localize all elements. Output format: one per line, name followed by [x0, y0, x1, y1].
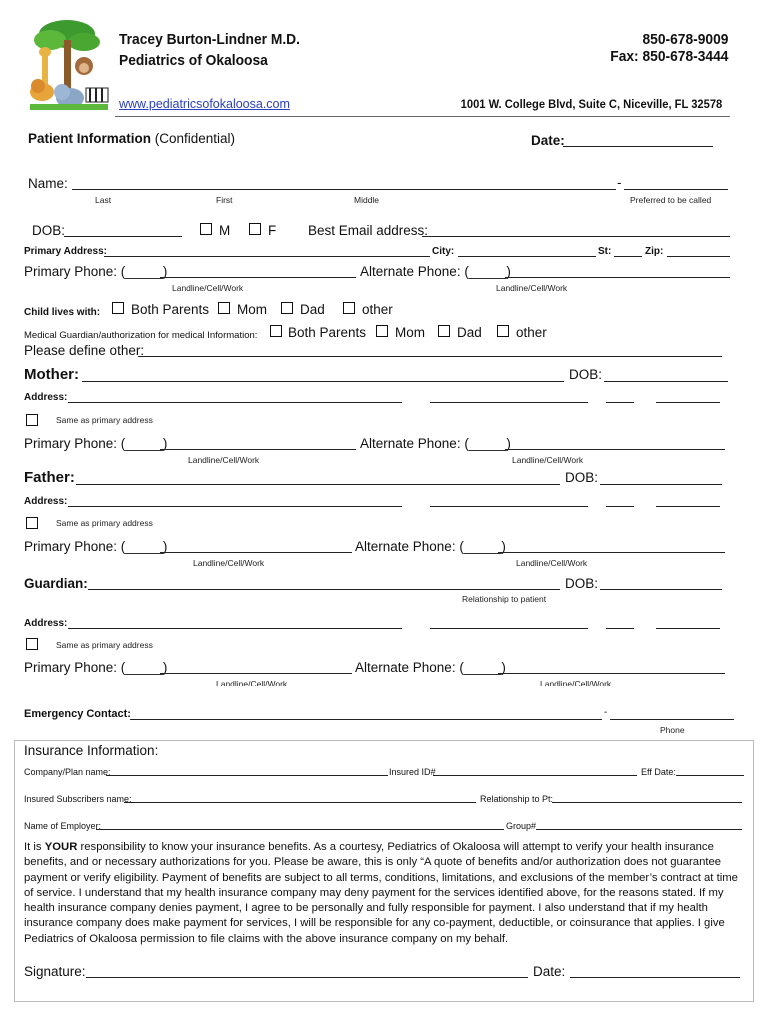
- employer-label: Name of Employer:: [24, 821, 102, 831]
- father-alt-phone-sub: Landline/Cell/Work: [516, 558, 588, 568]
- father-alt-phone-label: Alternate Phone: (_____): [355, 539, 506, 554]
- sex-f-label: F: [268, 223, 277, 238]
- emergency-name-field[interactable]: [130, 719, 602, 720]
- guardian-alt-phone-field[interactable]: [498, 673, 725, 674]
- company-field[interactable]: [106, 775, 388, 776]
- guardian-label: Guardian:: [24, 576, 88, 591]
- father-dob-label: DOB:: [565, 470, 599, 485]
- mother-alt-phone-field[interactable]: [505, 449, 725, 450]
- guardian-city-field[interactable]: [430, 628, 588, 629]
- sex-f-checkbox[interactable]: [249, 223, 261, 235]
- guardian-address-label: Address:: [24, 618, 68, 629]
- primary-city-label: City:: [432, 246, 455, 257]
- mother-label: Mother:: [24, 366, 79, 383]
- guardian-primary-phone-field[interactable]: [160, 673, 352, 674]
- auth-mom-checkbox[interactable]: [376, 325, 388, 337]
- primary-st-label: St:: [598, 246, 612, 257]
- guardian-auth-label: Medical Guardian/authorization for medical Information:: [24, 330, 258, 341]
- date-field[interactable]: [563, 146, 713, 147]
- doctor-name: Tracey Burton-Lindner M.D.: [119, 31, 300, 48]
- name-field[interactable]: [72, 189, 616, 190]
- auth-dad-checkbox[interactable]: [438, 325, 450, 337]
- lives-both-checkbox[interactable]: [112, 302, 124, 314]
- emergency-dash: -: [604, 707, 608, 718]
- patient-primary-phone-field[interactable]: [160, 277, 356, 278]
- employer-field[interactable]: [96, 829, 504, 830]
- guardian-dob-field[interactable]: [600, 589, 722, 590]
- practice-phone: 850-678-9009: [642, 31, 728, 48]
- name-dash: -: [617, 175, 622, 190]
- logo-jungle-animals: [22, 14, 112, 114]
- father-label: Father:: [24, 469, 75, 486]
- guardian-alt-phone-sub: Landline/Cell/Work: [540, 679, 612, 686]
- guardian-primary-phone-sub: Landline/Cell/Work: [216, 679, 288, 686]
- father-name-field[interactable]: [76, 484, 560, 485]
- lives-other-label: other: [362, 302, 393, 317]
- mother-dob-label: DOB:: [569, 367, 603, 382]
- guardian-relationship-sub: Relationship to patient: [462, 594, 547, 604]
- primary-address-label: Primary Address:: [24, 246, 107, 257]
- mother-address-field[interactable]: [68, 402, 402, 403]
- emergency-phone-sub: Phone: [660, 725, 685, 735]
- father-same-label: Same as primary address: [56, 518, 153, 528]
- mother-primary-phone-label: Primary Phone: (_____): [24, 436, 168, 451]
- name-sub-middle: Middle: [354, 195, 380, 205]
- signature-field[interactable]: [86, 977, 528, 978]
- insured-id-label: Insured ID#: [389, 767, 436, 777]
- primary-address-field[interactable]: [104, 256, 430, 257]
- relationship-field[interactable]: [552, 802, 742, 803]
- dob-field[interactable]: [64, 236, 182, 237]
- patient-alt-phone-label: Alternate Phone: (_____): [360, 264, 511, 279]
- insured-id-field[interactable]: [433, 775, 637, 776]
- signature-date-label: Date:: [533, 964, 566, 979]
- mother-same-label: Same as primary address: [56, 415, 153, 425]
- lives-dad-checkbox[interactable]: [281, 302, 293, 314]
- guardian-same-label: Same as primary address: [56, 640, 153, 650]
- patient-heading-rest: (Confidential): [151, 131, 236, 146]
- sex-m-label: M: [219, 223, 231, 238]
- para-bold: YOUR: [44, 841, 78, 853]
- mother-name-field[interactable]: [82, 381, 564, 382]
- signature-date-field[interactable]: [570, 977, 740, 978]
- name-sub-preferred: Preferred to be called: [630, 195, 712, 205]
- primary-city-field[interactable]: [458, 256, 596, 257]
- group-label: Group#: [506, 821, 537, 831]
- para-post: responsibility to know your insurance benefits. As a courtesy, Pediatrics of Okaloosa will attempt to verify your health insurance benefits, and or necessary authorizations for you. Please be aware, this is only “A quote of benefits and/or authorization does not guarantee payment or verify eligibility. Payment of benefits are subject to all terms, conditions, limitations, and exclusions of the member’s contract at time of service. I understand that my health insurance company may deny payment for the services identified above, for the reasons stated. If my health insurance company denies payment, I agree to be personally and fully responsible for payment. I also understand that if my health insurance company does make payment for services, I will be responsible for any co-payment, deductible, or coinsurance that applies. I give Pediatrics of Okaloosa permission to file claims with the above insurance company on my behalf.: [24, 841, 738, 945]
- para-pre: It is: [24, 841, 45, 853]
- name-sub-last: Last: [95, 195, 112, 205]
- relationship-label: Relationship to Pt:: [480, 794, 554, 804]
- auth-other-checkbox[interactable]: [497, 325, 509, 337]
- email-field[interactable]: [422, 236, 730, 237]
- signature-label: Signature:: [24, 964, 86, 979]
- company-label: Company/Plan name:: [24, 767, 111, 777]
- auth-both-checkbox[interactable]: [270, 325, 282, 337]
- mother-city-field[interactable]: [430, 402, 588, 403]
- primary-zip-label: Zip:: [645, 246, 664, 257]
- lives-mom-checkbox[interactable]: [218, 302, 230, 314]
- auth-both-label: Both Parents: [288, 325, 367, 340]
- practice-address: 1001 W. College Blvd, Suite C, Niceville, FL 32578: [460, 97, 722, 111]
- patient-alt-phone-field[interactable]: [505, 277, 730, 278]
- father-primary-phone-sub: Landline/Cell/Work: [193, 558, 265, 568]
- father-primary-phone-field[interactable]: [160, 552, 352, 553]
- practice-fax: Fax: 850-678-3444: [609, 48, 728, 65]
- mother-alt-phone-label: Alternate Phone: (_____): [360, 436, 511, 451]
- lives-dad-label: Dad: [300, 302, 325, 317]
- lives-mom-label: Mom: [237, 302, 267, 317]
- patient-heading-bold: Patient Information: [28, 131, 152, 146]
- define-other-field[interactable]: [138, 356, 722, 357]
- guardian-st-field[interactable]: [606, 628, 634, 629]
- mother-st-field[interactable]: [606, 402, 634, 403]
- guardian-primary-phone-label: Primary Phone: (_____): [24, 660, 168, 675]
- patient-alt-phone-sub: Landline/Cell/Work: [496, 283, 568, 293]
- practice-name: Pediatrics of Okaloosa: [119, 52, 268, 69]
- father-same-checkbox[interactable]: [26, 517, 38, 529]
- header-divider: [115, 116, 730, 117]
- mother-address-label: Address:: [24, 392, 68, 403]
- father-dob-field[interactable]: [600, 484, 722, 485]
- father-address-field[interactable]: [68, 506, 402, 507]
- eff-date-label: Eff Date:: [641, 767, 676, 777]
- auth-other-label: other: [516, 325, 547, 340]
- subscriber-label: Insured Subscribers name:: [24, 794, 132, 804]
- logo-icon: [22, 14, 112, 114]
- guardian-same-checkbox[interactable]: [26, 638, 38, 650]
- guardian-zip-field[interactable]: [656, 628, 720, 629]
- mother-dob-field[interactable]: [604, 381, 728, 382]
- guardian-name-field[interactable]: [88, 589, 560, 590]
- father-address-label: Address:: [24, 496, 68, 507]
- father-city-field[interactable]: [430, 506, 588, 507]
- date-label: Date:: [531, 133, 565, 148]
- mother-zip-field[interactable]: [656, 402, 720, 403]
- lives-other-checkbox[interactable]: [343, 302, 355, 314]
- father-zip-field[interactable]: [656, 506, 720, 507]
- primary-zip-field[interactable]: [667, 256, 730, 257]
- subscriber-field[interactable]: [124, 802, 476, 803]
- eff-date-field[interactable]: [676, 775, 744, 776]
- website-link[interactable]: www.pediatricsofokaloosa.com: [119, 97, 290, 111]
- dob-label: DOB:: [32, 223, 66, 238]
- mother-primary-phone-sub: Landline/Cell/Work: [188, 455, 260, 465]
- group-field[interactable]: [536, 829, 742, 830]
- child-lives-label: Child lives with:: [24, 307, 101, 318]
- insurance-heading: Insurance Information:: [24, 743, 159, 758]
- preferred-name-field[interactable]: [624, 189, 728, 190]
- insurance-responsibility-text: [24, 840, 744, 947]
- email-label: Best Email address:: [308, 223, 429, 238]
- name-sub-first: First: [216, 195, 233, 205]
- patient-primary-phone-sub: Landline/Cell/Work: [172, 283, 244, 293]
- father-alt-phone-field[interactable]: [498, 552, 725, 553]
- primary-st-field[interactable]: [614, 256, 642, 257]
- mother-alt-phone-sub: Landline/Cell/Work: [512, 455, 584, 465]
- mother-same-checkbox[interactable]: [26, 414, 38, 426]
- auth-mom-label: Mom: [395, 325, 425, 340]
- mother-primary-phone-field[interactable]: [160, 449, 356, 450]
- emergency-phone-field[interactable]: [610, 719, 734, 720]
- name-label: Name:: [28, 176, 68, 191]
- lives-both-label: Both Parents: [131, 302, 210, 317]
- father-st-field[interactable]: [606, 506, 634, 507]
- guardian-address-field[interactable]: [68, 628, 402, 629]
- guardian-dob-label: DOB:: [565, 576, 599, 591]
- auth-dad-label: Dad: [457, 325, 482, 340]
- sex-m-checkbox[interactable]: [200, 223, 212, 235]
- patient-primary-phone-label: Primary Phone: (_____): [24, 264, 168, 279]
- patient-info-heading: [28, 131, 235, 146]
- guardian-alt-phone-label: Alternate Phone: (_____): [355, 660, 506, 675]
- emergency-label: Emergency Contact:: [24, 708, 131, 720]
- define-other-label: Please define other:: [24, 343, 145, 358]
- father-primary-phone-label: Primary Phone: (_____): [24, 539, 168, 554]
